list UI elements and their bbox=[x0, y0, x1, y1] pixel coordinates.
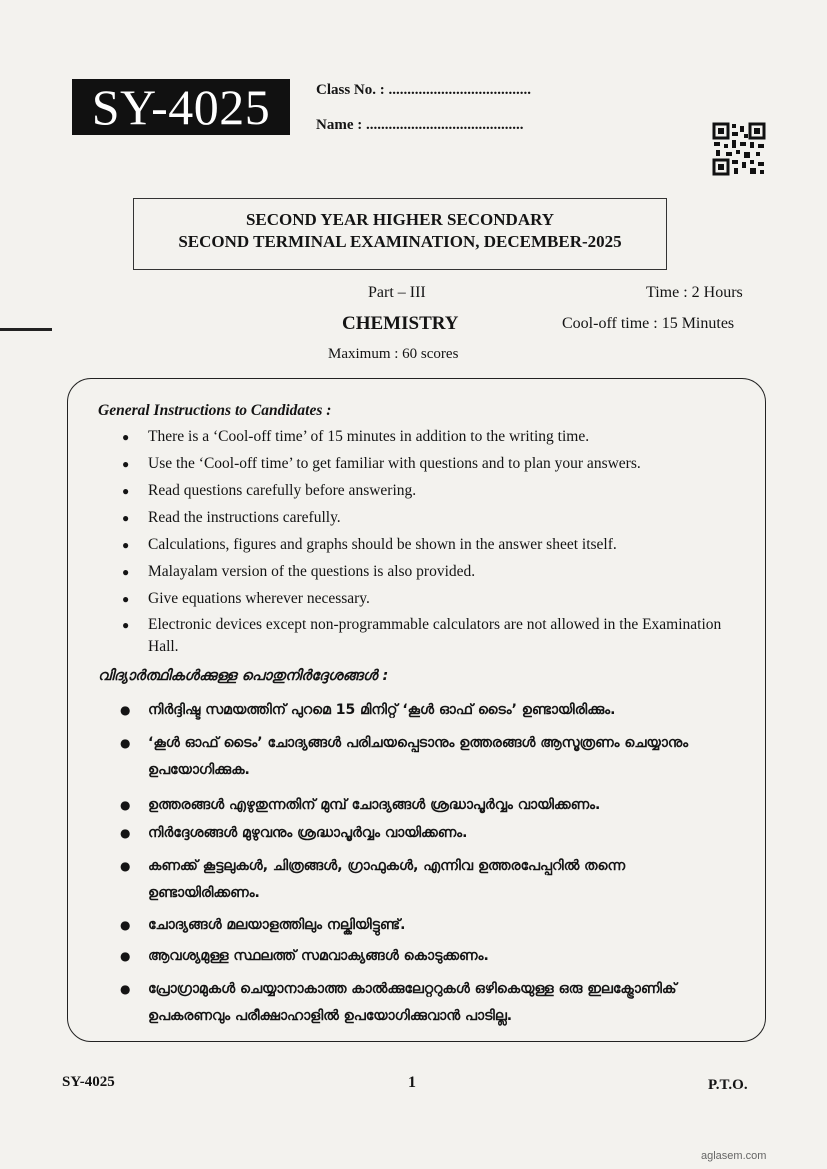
bullet-icon: ● bbox=[122, 484, 130, 498]
list-item: ● Read the instructions carefully. bbox=[148, 507, 728, 529]
bullet-icon: ● bbox=[120, 826, 131, 840]
part-label: Part – III bbox=[368, 284, 426, 301]
list-item: ● ഉത്തരങ്ങൾ എഴുതുന്നതിന് മുമ്പ് ചോദ്യങ്ങൾ ശ്രദ്ധാപൂർവ്വം വായിക്കണം. bbox=[148, 792, 736, 819]
bullet-icon: ● bbox=[120, 982, 131, 996]
list-item: ● There is a ‘Cool-off time’ of 15 minutes in addition to the writing time. bbox=[148, 426, 728, 448]
list-item: ● Give equations wherever necessary. bbox=[148, 588, 728, 610]
watermark: aglasem.com bbox=[701, 1150, 767, 1162]
list-item: ● പ്രോഗ്രാമുകൾ ചെയ്യാനാകാത്ത കാൽക്കുലേറ്ററുകൾ ഒഴികെയുള്ള ഒരു ഇലക്ട്രോണിക് ഉപകരണവും പരീക്ഷാഹാളിൽ ഉപയോഗിക്കുവാൻ പാടില്ല. bbox=[148, 976, 736, 1030]
bullet-icon: ● bbox=[122, 618, 130, 632]
instructions-heading-ml: വിദ്യാർത്ഥികൾക്കുള്ള പൊതുനിർദ്ദേശങ്ങൾ : bbox=[98, 668, 389, 684]
bullet-icon: ● bbox=[122, 565, 130, 579]
bullet-icon: ● bbox=[120, 798, 131, 812]
bullet-icon: ● bbox=[120, 918, 131, 932]
footer-paper-code: SY-4025 bbox=[62, 1074, 115, 1090]
bullet-icon: ● bbox=[120, 859, 131, 873]
scan-margin-mark bbox=[0, 328, 52, 331]
bullet-icon: ● bbox=[122, 430, 130, 444]
paper-code-badge: SY-4025 bbox=[72, 79, 290, 135]
bullet-icon: ● bbox=[122, 538, 130, 552]
list-item: ● ‘കൂൾ ഓഫ് ടൈം’ ചോദ്യങ്ങൾ പരിചയപ്പെടാനും ഉത്തരങ്ങൾ ആസൂത്രണം ചെയ്യാനും ഉപയോഗിക്കുക. bbox=[148, 730, 736, 784]
list-item: ● Calculations, figures and graphs should be shown in the answer sheet itself. bbox=[148, 534, 728, 556]
page-number: 1 bbox=[408, 1074, 416, 1091]
class-number-field: Class No. : ...................................... bbox=[316, 82, 532, 98]
list-item: ● ആവശ്യമുള്ള സ്ഥലത്ത് സമവാക്യങ്ങൾ കൊടുക്കണം. bbox=[148, 943, 736, 970]
list-item: ● Electronic devices except non-programmable calculators are not allowed in the Examination Hall. bbox=[122, 616, 722, 655]
exam-title-line1: SECOND YEAR HIGHER SECONDARY bbox=[245, 210, 555, 229]
subject-title: CHEMISTRY bbox=[342, 313, 459, 334]
bullet-icon: ● bbox=[120, 736, 131, 750]
time-label: Time : 2 Hours bbox=[646, 284, 743, 301]
please-turn-over-label: P.T.O. bbox=[708, 1077, 748, 1093]
list-item: ● Read questions carefully before answering. bbox=[148, 480, 728, 502]
list-item: ● നിർദ്ദിഷ്ട സമയത്തിന് പുറമെ 15 മിനിറ്റ് ‘കൂൾ ഓഫ് ടൈം’ ഉണ്ടായിരിക്കും. bbox=[148, 697, 736, 724]
bullet-icon: ● bbox=[120, 949, 131, 963]
exam-title-line2: SECOND TERMINAL EXAMINATION, DECEMBER-2025 bbox=[178, 232, 622, 251]
list-item: ● നിർദ്ദേശങ്ങൾ മുഴുവനും ശ്രദ്ധാപൂർവ്വം വായിക്കണം. bbox=[148, 820, 736, 847]
cooloff-time-label: Cool-off time : 15 Minutes bbox=[562, 315, 735, 332]
bullet-icon: ● bbox=[122, 511, 130, 525]
instructions-heading-en: General Instructions to Candidates : bbox=[98, 402, 332, 419]
bullet-icon: ● bbox=[120, 703, 131, 717]
bullet-icon: ● bbox=[122, 592, 130, 606]
exam-title-box bbox=[133, 198, 667, 270]
maximum-score-label: Maximum : 60 scores bbox=[328, 346, 459, 362]
qr-code-icon bbox=[712, 122, 766, 176]
list-item: ● കണക്ക് കൂട്ടലുകൾ, ചിത്രങ്ങൾ, ഗ്രാഫുകൾ, എന്നിവ ഉത്തരപേപ്പറിൽ തന്നെ ഉണ്ടായിരിക്കണം. bbox=[148, 853, 736, 907]
bullet-icon: ● bbox=[122, 457, 130, 471]
list-item: ● Use the ‘Cool-off time’ to get familiar with questions and to plan your answers. bbox=[148, 453, 728, 475]
list-item: ● Malayalam version of the questions is also provided. bbox=[148, 561, 728, 583]
name-field: Name : .......................................... bbox=[316, 117, 524, 133]
list-item: ● ചോദ്യങ്ങൾ മലയാളത്തിലും നല്കിയിട്ടുണ്ട്. bbox=[148, 912, 736, 939]
